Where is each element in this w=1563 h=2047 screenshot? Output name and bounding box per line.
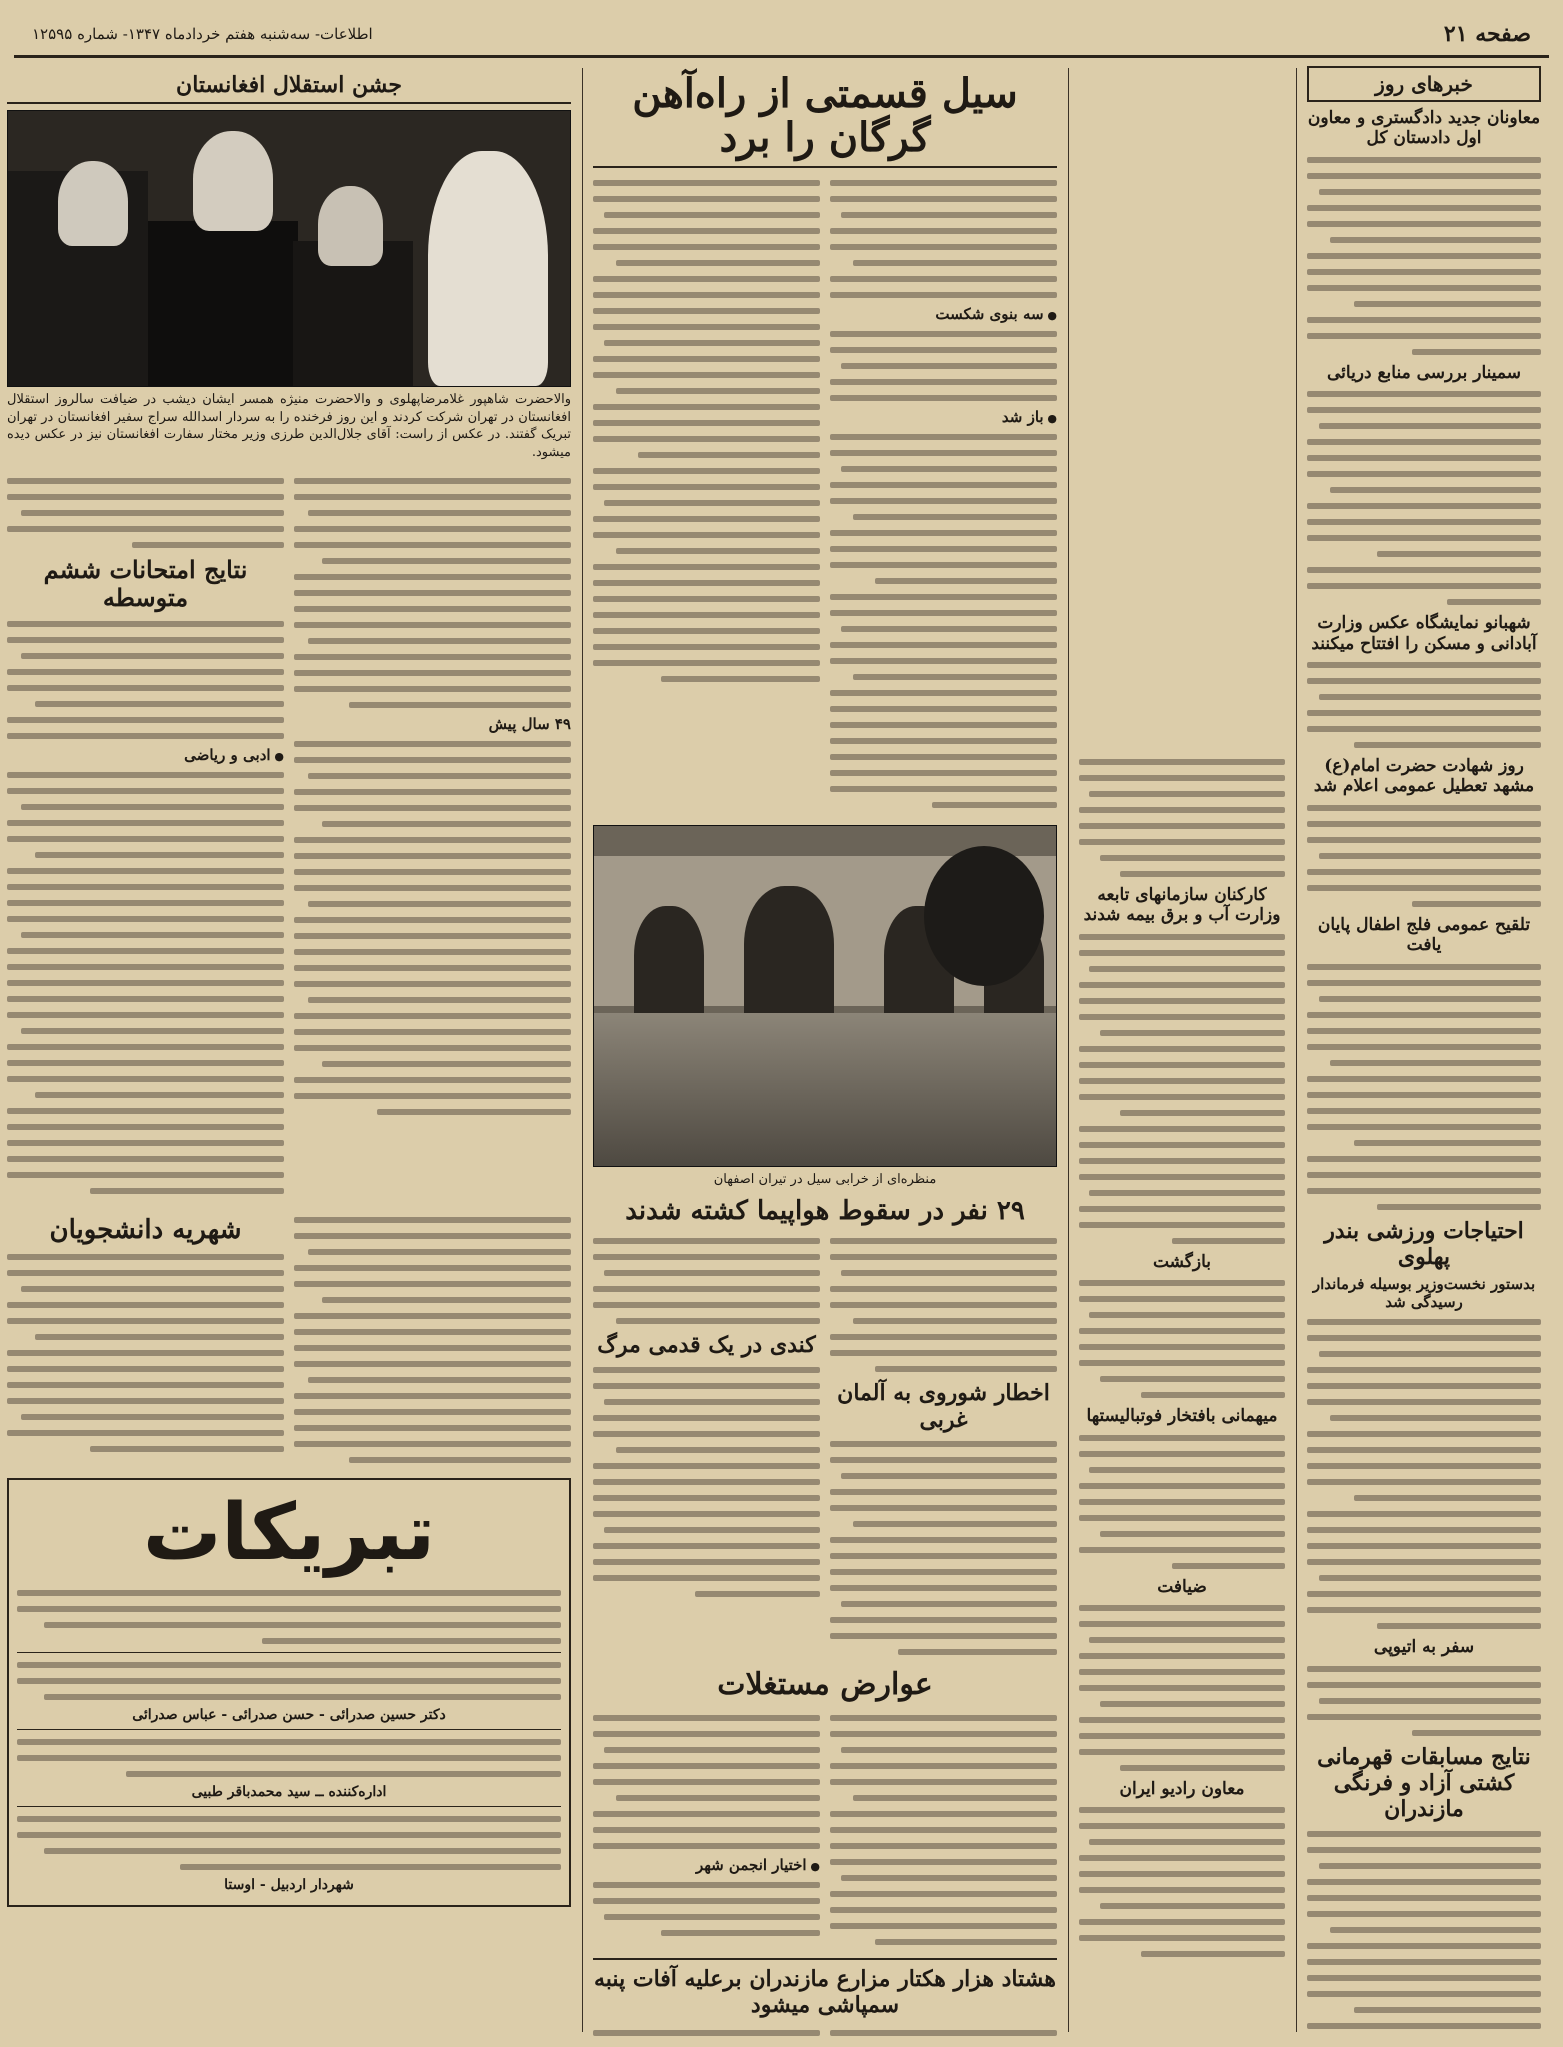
- page-number: صفحه ۲۱: [1443, 20, 1531, 47]
- headline-afghan-independence: جشن استقلال افغانستان: [7, 72, 571, 104]
- headline-photo-exhibition: شهبانو نمایشگاه عکس وزارت آبادانی و مسکن را افتتاح میکنند: [1311, 613, 1537, 654]
- headline-water-power-insurance: کارکنان سازمانهای تابعه وزارت آب و برق بیمه شدند: [1083, 885, 1281, 926]
- column-daily-news: [1299, 66, 1549, 2038]
- headline-football-party: میهمانی بافتخار فوتبالیستها: [1086, 1406, 1278, 1427]
- headline-soviet-warning: اخطار شوروی به آلمان غربی: [837, 1380, 1050, 1433]
- headline-exam-results: نتایج امتحانات ششم متوسطه: [43, 554, 248, 613]
- subheadline-broken: ● سه بنوی شکست: [830, 305, 1057, 323]
- headline-marine-seminar: سمینار بررسی منابع دریائی: [1327, 362, 1521, 383]
- headline-holiday: روز شهادت حضرت امام(ع) مشهد تعطیل عمومی اعلام شد: [1313, 755, 1535, 797]
- ad-signature-2: اداره‌کننده ــ سید محمدباقر طبیی: [191, 1784, 387, 1801]
- subheadline-sports-needs: بدستور نخست‌وزیر بوسیله فرماندار رسیدگی شد: [1312, 1275, 1536, 1312]
- headline-wrestling: نتایج مسابقات قهرمانی کشتی آزاد و فرنگی مازندران: [1317, 1743, 1531, 1823]
- subheadline-reopened: ● باز شد: [830, 408, 1057, 426]
- flood-photo: [593, 825, 1057, 1167]
- column-flood-story: [585, 66, 1065, 2038]
- subheadline-49-years: ۴۹ سال پیش: [488, 714, 571, 733]
- congratulations-ad: [7, 1478, 571, 1907]
- section-title-daily-news: خبرهای روز: [1307, 66, 1541, 102]
- reception-photo: [7, 110, 571, 387]
- headline-property-duties: عوارض مستغلات: [717, 1667, 933, 1703]
- headline-return: بازگشت: [1152, 1251, 1212, 1272]
- headline-banquet: ضیافت: [1157, 1576, 1207, 1597]
- headline-judiciary: معاونان جدید دادگستری و معاون اول دادستان کل: [1307, 108, 1541, 149]
- flood-photo-caption: منظره‌ای از خرابی سیل در تیران اصفهان: [713, 1172, 937, 1187]
- masthead: [14, 18, 1549, 58]
- ad-footer: شهردار اردبیل - اوستا: [224, 1877, 354, 1894]
- column-news-2: [1071, 66, 1293, 2038]
- ad-title: تبریکات: [143, 1488, 435, 1579]
- headline-sports-needs: احتیاجات ورزشی بندر پهلوی: [1324, 1217, 1524, 1270]
- headline-radio-deputy: معاون رادیو ایران: [1119, 1778, 1245, 1799]
- reception-photo-caption: والاحضرت شاهپور غلامرضا‌پهلوی و والاحضرت منیژه همسر ایشان دیشب در ضیافت سالروز استقلال افغانستان در تهران شرکت کردند و این روز فرخنده را به سردار اسدالله سراج سفیر افغانستان در تهران تبریک گفتند. در عکس از راست: آقای جلال‌الدین طرزی وزیر مختار سفارت افغانستان نیز در عکس دیده میشود.: [7, 392, 571, 461]
- headline-plane-crash: ۲۹ نفر در سقوط هواپیما کشته شدند: [625, 1195, 1025, 1226]
- column-afghan-story: [0, 66, 579, 2038]
- headline-kennedy: کندی در یک قدمی مرگ: [597, 1332, 816, 1359]
- issue-line: اطلاعات- سه‌شنبه هفتم خردادماه ۱۳۴۷- شماره ۱۲۵۹۵: [32, 24, 373, 43]
- headline-polio: تلقیح عمومی فلج اطفال پایان یافت: [1317, 914, 1531, 956]
- ad-signature-1: دکتر حسین صدرائی - حسن صدرائی - عباس صدرائی: [132, 1707, 446, 1724]
- headline-flood: سیل قسمتی از راه‌آهن گرگان را برد: [593, 66, 1057, 168]
- subheadline-city-council: ● اختیار انجمن شهر: [593, 1856, 820, 1874]
- subheadline-literary-math: ● ادبی و ریاضی: [7, 746, 284, 764]
- article-grid: [7, 58, 1549, 2038]
- headline-ethiopia: سفر به اتیوپی: [1373, 1637, 1475, 1658]
- headline-student-tuition: شهریه دانشجویان: [49, 1215, 242, 1246]
- headline-cotton-spraying: هشتاد هزار هکتار مزارع مازندران برعلیه آفات پنبه سمپاشی میشود: [593, 1958, 1057, 2019]
